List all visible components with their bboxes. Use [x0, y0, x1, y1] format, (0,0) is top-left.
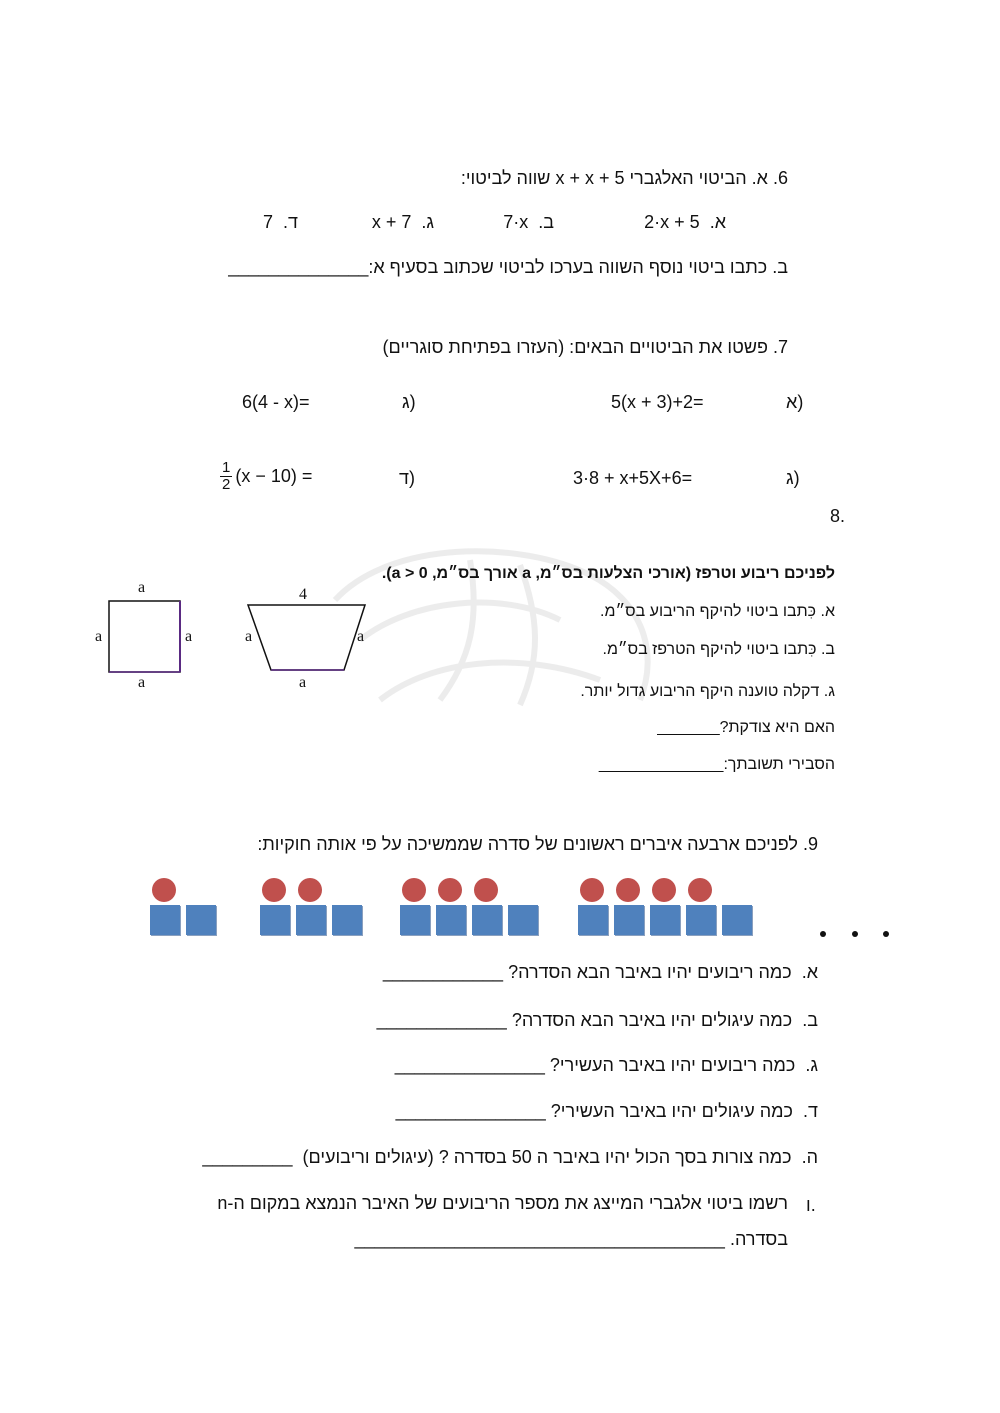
- sequence-circle: [262, 878, 286, 902]
- option-expr: 7: [262, 212, 273, 232]
- sequence-circle: [688, 878, 712, 902]
- question-letter: ד.: [803, 1101, 818, 1121]
- sequence-circle: [616, 878, 640, 902]
- q9-question-e: [202, 1147, 818, 1169]
- sequence-circle: [152, 878, 176, 902]
- q9-question-d: [396, 1101, 818, 1123]
- q9-question-f-line2: [355, 1229, 788, 1251]
- sequence-circle: [402, 878, 426, 902]
- sequence-square: [650, 905, 680, 935]
- expression-rest: (x − 10) =: [235, 466, 313, 486]
- question-text: כמה עיגולים יהיו באיבר הבא הסדרה?: [511, 1010, 793, 1030]
- q9-question-f-line1: רשמו ביטוי אלגברי המייצג את מספר הריבועים של האיבר הנמצא במקום ה-n: [217, 1193, 788, 1213]
- answer-line[interactable]: ____________: [382, 962, 504, 982]
- sequence-square: [436, 905, 466, 935]
- q8-part-b: ב. כִּתבו ביטוי להיקף הטרפז בס״מ.: [602, 641, 835, 658]
- question-text: כמה ריבועים יהיו באיבר העשירי?: [549, 1055, 796, 1075]
- q9-question-b: [377, 1010, 818, 1032]
- fraction-numerator: 1: [222, 459, 231, 476]
- question-text: כמה עיגולים יהיו באיבר העשירי?: [550, 1101, 793, 1121]
- sequence-square: [722, 905, 752, 935]
- square-label-bottom: a: [138, 674, 146, 691]
- question-letter: ה.: [801, 1147, 818, 1167]
- ellipsis-dot: [820, 931, 826, 937]
- option-expr: 7·x: [503, 212, 529, 232]
- answer-line[interactable]: _______________: [395, 1101, 546, 1121]
- trapezoid-label-right: a: [357, 628, 365, 645]
- answer-line[interactable]: _______: [657, 719, 720, 736]
- sequence-square: [614, 905, 644, 935]
- question-letter: א.: [801, 962, 818, 982]
- q8-intro: לפניכם ריבוע וטרפז (אורכי הצלעות בס״מ, a אורך בס״מ, 0 < a).: [381, 565, 835, 582]
- q6-title-text: א. הביטוי האלגברי x + x + 5 שווה לביטוי:: [460, 168, 768, 188]
- q9-question-f-letter: ו.: [806, 1195, 816, 1215]
- sequence-circle: [474, 878, 498, 902]
- question-text: בסדרה.: [729, 1229, 788, 1249]
- sequence-circle: [580, 878, 604, 902]
- q6-number: 6.: [772, 168, 788, 188]
- q8-part-c: ג. דקלה טוענה היקף הריבוע גדול יותר.: [580, 683, 835, 700]
- trapezoid-label-left: a: [245, 628, 253, 645]
- q7-item-c2-expr: 3·8 + x+5X+6=: [573, 468, 693, 488]
- q9-title-text: לפניכם ארבעה איברים ראשונים של סדרה שממשיכה על פי אותה חוקיות:: [257, 834, 798, 854]
- q8-explain-text: הסבירי תשובתך:: [723, 756, 835, 773]
- question-letter: ב.: [802, 1010, 818, 1030]
- sequence-circle: [298, 878, 322, 902]
- answer-line[interactable]: ______________: [228, 257, 369, 277]
- trapezoid-label-bottom: a: [299, 674, 307, 691]
- sequence-square: [508, 905, 538, 935]
- q7-item-c1-letter: ג): [402, 392, 416, 412]
- sequence-square: [296, 905, 326, 935]
- sequence-square: [686, 905, 716, 935]
- option-letter: א.: [709, 212, 726, 232]
- q9-number: 9.: [802, 834, 818, 854]
- q7-item-c1-expr: 6(4 - x)=: [242, 392, 310, 412]
- option-letter: ב.: [538, 212, 554, 232]
- question-text: כמה צורות בסך הכול יהיו באיבר ה 50 בסדרה ? (עיגולים וריבועים): [302, 1147, 792, 1167]
- option-expr: x + 7: [371, 212, 412, 232]
- square-label-top: a: [138, 579, 146, 596]
- answer-line[interactable]: _____________________________________: [354, 1229, 725, 1249]
- q9-question-c: [395, 1055, 818, 1077]
- sequence-square: [578, 905, 608, 935]
- q7-title-text: פשטו את הביטויים הבאים: (העזרו בפתיחת סוגריים): [382, 337, 768, 357]
- answer-line[interactable]: _______________: [394, 1055, 545, 1075]
- fraction-denominator: 2: [222, 476, 231, 493]
- sequence-square: [332, 905, 362, 935]
- sequence-square: [400, 905, 430, 935]
- answer-line[interactable]: ______________: [598, 756, 724, 773]
- option-letter: ג.: [421, 212, 434, 232]
- answer-line[interactable]: _________: [202, 1147, 293, 1167]
- ellipsis-dot: [883, 931, 889, 937]
- sequence-circle: [652, 878, 676, 902]
- q8-part-a: א. כִּתבו ביטוי להיקף הריבוע בס״מ.: [600, 603, 835, 620]
- option-letter: ד.: [283, 212, 298, 232]
- answer-line[interactable]: _____________: [376, 1010, 507, 1030]
- question-text: כמה ריבועים יהיו באיבר הבא הסדרה?: [508, 962, 792, 982]
- q6-part-b-text: ב. כתבו ביטוי נוסף השווה בערכו לביטוי שכתוב בסעיף א:: [368, 257, 788, 277]
- question-letter: ג.: [805, 1055, 818, 1075]
- q9-question-a: [383, 962, 818, 984]
- q7-item-c2-letter: ג): [786, 468, 800, 488]
- sequence-square: [150, 905, 180, 935]
- ellipsis-dot: [852, 931, 858, 937]
- trapezoid-label-top: 4: [299, 586, 307, 603]
- square-label-left: a: [95, 628, 103, 645]
- sequence-circle: [438, 878, 462, 902]
- q8-number: 8.: [830, 506, 846, 526]
- q7-item-a-expr: 5(x + 3)+2=: [611, 392, 704, 412]
- q7-item-a-letter: א): [786, 392, 804, 412]
- q7-number: 7.: [772, 337, 788, 357]
- square-label-right: a: [185, 628, 193, 645]
- sequence-square: [472, 905, 502, 935]
- q7-item-d-letter: ד): [399, 468, 415, 488]
- sequence-square: [260, 905, 290, 935]
- q8-question-text: האם היא צודקת?: [719, 719, 835, 736]
- option-expr: 2·x + 5: [644, 212, 700, 232]
- sequence-square: [186, 905, 216, 935]
